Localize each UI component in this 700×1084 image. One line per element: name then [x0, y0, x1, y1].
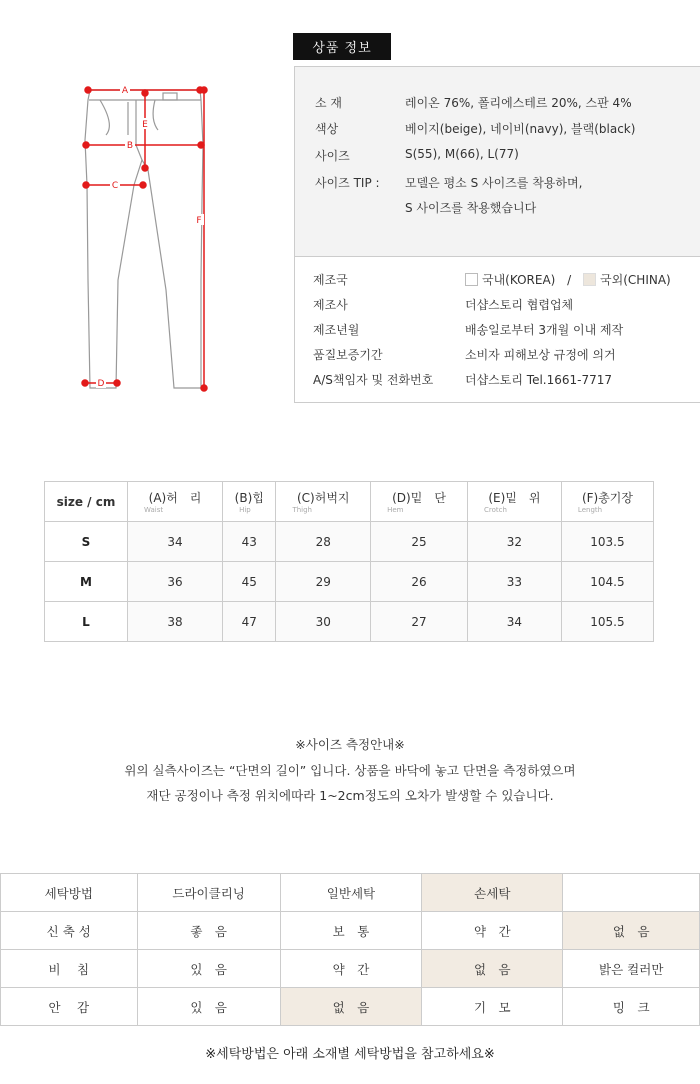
origin-options	[465, 271, 671, 288]
size-m: M	[45, 562, 128, 602]
table-cell: 보 통	[280, 912, 421, 950]
table-cell: 있 음	[137, 988, 280, 1026]
measure-notice-line2: 재단 공정이나 측정 위치에따라 1~2cm정도의 오차가 발생할 수 있습니다.	[146, 788, 554, 803]
table-cell: 기 모	[422, 988, 563, 1026]
wash-method-label: 세탁방법	[1, 874, 138, 912]
table-row	[1, 988, 700, 1026]
origin-label: 제조국	[313, 273, 348, 287]
header-hip: (B)힙 Hip	[223, 482, 276, 522]
warranty-value: 소비자 피해보상 규정에 의거	[465, 348, 616, 362]
material-value: 레이온 76%, 폴리에스테르 20%, 스판 4%	[405, 96, 632, 110]
table-cell: 36	[128, 562, 223, 602]
as-contact-label: A/S책임자 및 전화번호	[313, 373, 434, 387]
table-cell: 27	[371, 602, 468, 642]
table-cell: 드라이클리닝	[137, 874, 280, 912]
table-cell: 45	[223, 562, 276, 602]
unit-header: size / cm	[45, 482, 128, 522]
table-cell: 29	[276, 562, 371, 602]
table-cell: 32	[467, 522, 561, 562]
color-value: 베이지(beige), 네이비(navy), 블랙(black)	[405, 122, 636, 136]
size-label: 사이즈	[315, 149, 350, 163]
size-tip-label: 사이즈 TIP :	[315, 176, 380, 190]
table-cell: 있 음	[137, 950, 280, 988]
size-tip-line2: S 사이즈를 착용했습니다	[405, 201, 537, 215]
table-cell: 33	[467, 562, 561, 602]
table-cell: 없 음	[563, 912, 700, 950]
lining-label: 안 감	[1, 988, 138, 1026]
diagram-label-f: F	[196, 216, 202, 226]
header-hem: (D)밑 단 Hem	[371, 482, 468, 522]
mfg-date-label: 제조년월	[313, 323, 360, 337]
table-cell: 밝은 컬러만	[563, 950, 700, 988]
table-cell: 26	[371, 562, 468, 602]
measure-notice-title: ※사이즈 측정안내※	[295, 737, 405, 752]
table-row	[45, 562, 654, 602]
product-info-main	[295, 67, 700, 257]
measure-notice-line1: 위의 실측사이즈는 “단면의 길이” 입니다. 상품을 바닥에 놓고 단면을 측정하였으며	[124, 763, 576, 778]
size-tip-value: 모델은 평소 S 사이즈를 착용하며,	[405, 176, 583, 190]
korea-checkbox	[465, 273, 478, 286]
size-s: S	[45, 522, 128, 562]
diagram-label-e: E	[142, 120, 148, 130]
origin-separator: /	[567, 273, 572, 287]
header-crotch: (E)밑 위 Crotch	[467, 482, 561, 522]
size-l: L	[45, 602, 128, 642]
header-waist: (A)허 리 Waist	[128, 482, 223, 522]
table-cell: 34	[128, 522, 223, 562]
product-info-box	[294, 66, 700, 403]
diagram-label-b: B	[126, 141, 134, 151]
size-table-header	[45, 482, 654, 522]
see-through-label: 비 침	[1, 950, 138, 988]
table-cell: 없 음	[422, 950, 563, 988]
table-cell: 25	[371, 522, 468, 562]
china-label: 국외(CHINA)	[600, 273, 671, 287]
color-label: 색상	[315, 122, 339, 136]
wash-table	[0, 873, 700, 1026]
diagram-label-d: D	[97, 379, 105, 389]
table-cell: 일반세탁	[280, 874, 421, 912]
header-thigh: (C)허벅지 Thigh	[276, 482, 371, 522]
table-cell: 47	[223, 602, 276, 642]
table-cell: 약 간	[280, 950, 421, 988]
table-cell: 104.5	[561, 562, 653, 602]
table-row	[45, 522, 654, 562]
pants-size-diagram	[70, 80, 220, 400]
table-row	[45, 602, 654, 642]
table-row	[1, 950, 700, 988]
korea-label: 국내(KOREA)	[482, 273, 556, 287]
size-value: S(55), M(66), L(77)	[405, 147, 519, 161]
product-info-title: 상품 정보	[293, 33, 391, 60]
table-cell: 30	[276, 602, 371, 642]
table-cell: 43	[223, 522, 276, 562]
table-cell: 약 간	[422, 912, 563, 950]
table-cell: 없 음	[280, 988, 421, 1026]
table-cell: 103.5	[561, 522, 653, 562]
manufacturer-label: 제조사	[313, 298, 348, 312]
material-label: 소 재	[315, 96, 342, 110]
table-row	[1, 912, 700, 950]
table-row	[1, 874, 700, 912]
diagram-label-c: C	[111, 181, 119, 191]
warranty-label: 품질보증기간	[313, 348, 383, 362]
header-length: (F)총기장 Length	[561, 482, 653, 522]
table-cell: 34	[467, 602, 561, 642]
as-contact-value: 더샵스토리 Tel.1661-7717	[465, 373, 613, 387]
table-cell: 105.5	[561, 602, 653, 642]
table-cell: 밍 크	[563, 988, 700, 1026]
diagram-label-a: A	[121, 86, 129, 96]
elasticity-label: 신 축 성	[1, 912, 138, 950]
size-table	[44, 481, 654, 642]
manufacturer-value: 더샵스토리 협렵업체	[465, 298, 574, 312]
table-cell: 손세탁	[422, 874, 563, 912]
table-cell: 좋 음	[137, 912, 280, 950]
table-cell	[563, 874, 700, 912]
wash-note: ※세탁방법은 아래 소재별 세탁방법을 참고하세요※	[205, 1047, 495, 1062]
china-checkbox	[583, 273, 596, 286]
table-cell: 38	[128, 602, 223, 642]
table-cell: 28	[276, 522, 371, 562]
mfg-date-value: 배송일로부터 3개월 이내 제작	[465, 323, 624, 337]
